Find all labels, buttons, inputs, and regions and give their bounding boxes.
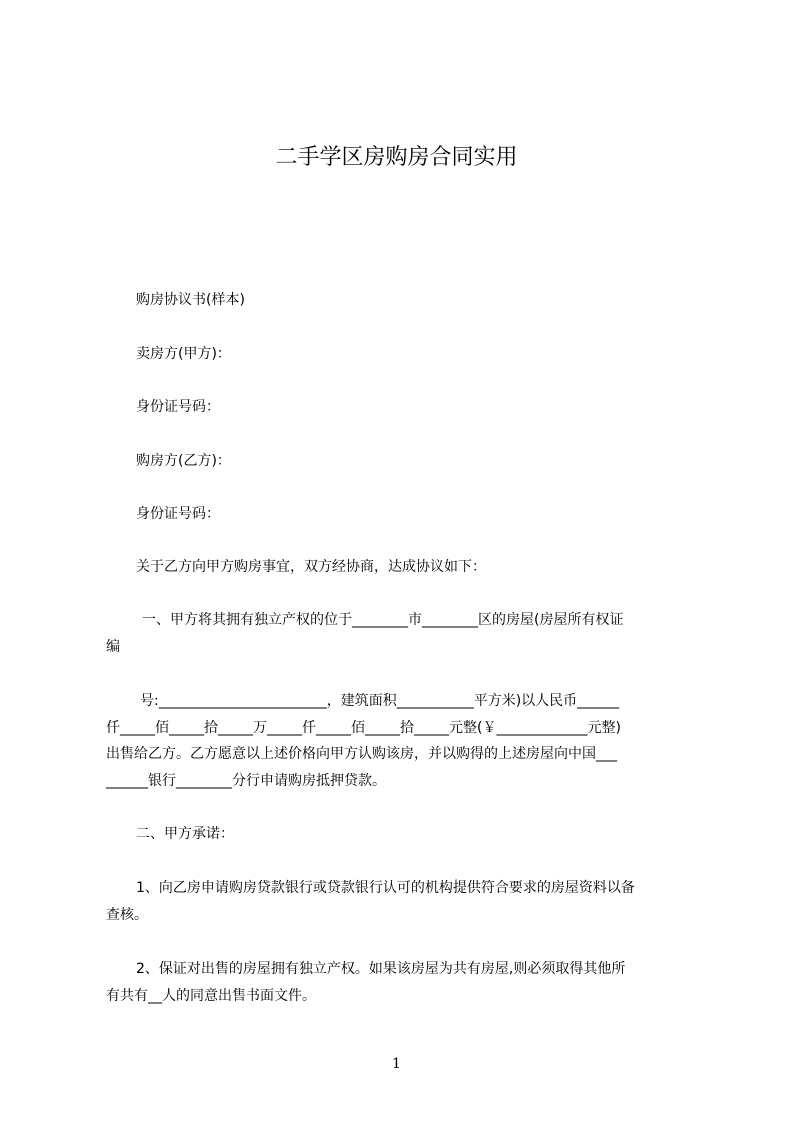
clause-1-line-3: 号:________________________，建筑面积___________平方米)以人民币______ bbox=[140, 693, 620, 709]
clause-2-item-2-line-1: 2、保证对出售的房屋拥有独立产权。如果该房屋为共有房屋,则必须取得其他所 bbox=[136, 961, 626, 977]
document-title: 二手学区房购房合同实用 bbox=[275, 145, 518, 170]
clause-2-item-1-line-2: 查核。 bbox=[106, 907, 148, 923]
clause-1-line-2: 编 bbox=[106, 639, 120, 655]
paragraph-seller: 卖房方(甲方)： bbox=[136, 346, 231, 362]
clause-1-line-1: 一、甲方将其拥有独立产权的位于________市________区的房屋(房屋所有权证 bbox=[142, 612, 624, 628]
clause-2-heading: 二、甲方承诺： bbox=[136, 826, 234, 842]
paragraph-buyer-id: 身份证号码： bbox=[136, 506, 220, 522]
paragraph-agreement-heading: 购房协议书(样本) bbox=[136, 292, 245, 308]
paragraph-seller-id: 身份证号码： bbox=[136, 399, 220, 415]
paragraph-preamble: 关于乙方向甲方购房事宜，双方经协商，达成协议如下： bbox=[136, 559, 486, 575]
paragraph-buyer: 购房方(乙方)： bbox=[136, 453, 231, 469]
clause-2-item-1-line-1: 1、向乙房申请购房贷款银行或贷款银行认可的机构提供符合要求的房屋资料以备 bbox=[136, 880, 635, 896]
clause-1-line-5: 出售给乙方。乙方愿意以上述价格向甲方认购该房，并以购得的上述房屋向中国___ bbox=[106, 746, 617, 762]
page-number: 1 bbox=[392, 1056, 401, 1072]
clause-1-line-6: ______银行________分行申请购房抵押贷款。 bbox=[106, 773, 386, 789]
clause-2-item-2-line-2: 有共有__人的同意出售书面文件。 bbox=[106, 988, 316, 1004]
clause-1-line-4: 仟_____佰_____拾_____万_____仟_____佰_____拾_____元整(￥_____________元整) bbox=[106, 720, 621, 736]
